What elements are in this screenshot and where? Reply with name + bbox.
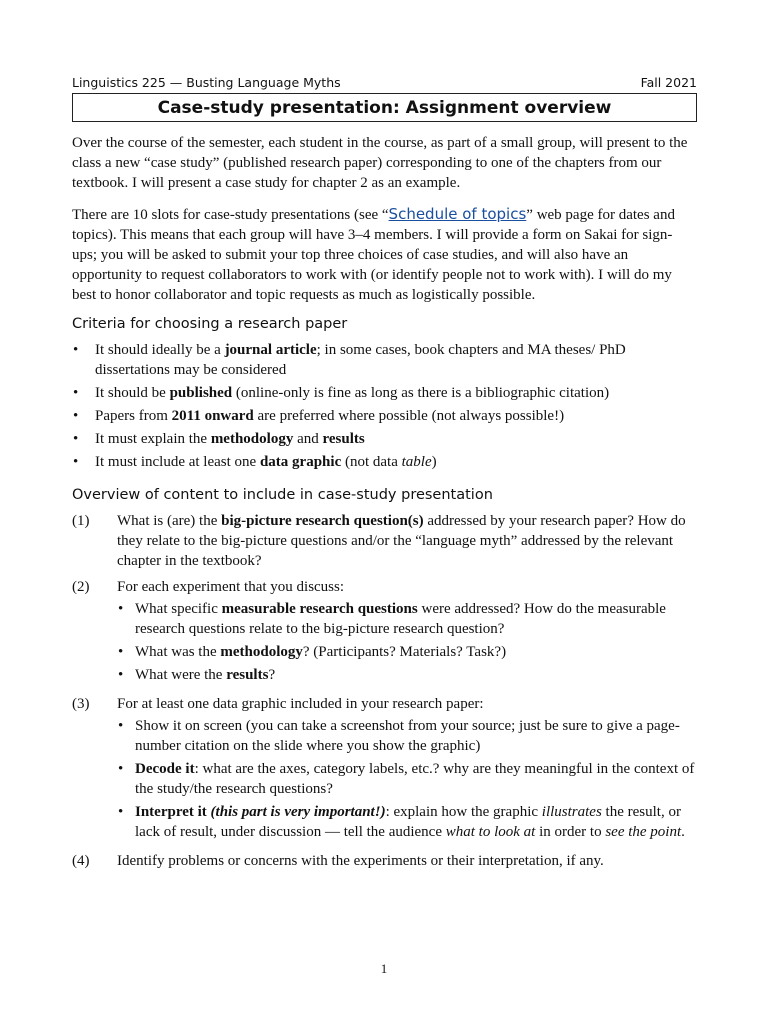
criteria-text: (online-only is fine as long as there is a bibliographic citation) — [232, 385, 610, 401]
sub-item: • Show it on screen (you can take a screenshot from your source; just be sure to give a page-number citation on the slide where you show the graphic) — [117, 716, 697, 756]
sub-text: . — [681, 824, 685, 840]
running-header — [72, 74, 697, 92]
item-text: For each experiment that you discuss: — [117, 579, 345, 595]
sub-bold: Interpret it — [135, 804, 211, 820]
criteria-bold: data graphic — [259, 454, 342, 470]
item-bold: big-picture research question(s) — [221, 513, 424, 529]
overview-heading: Overview of content to include in case-study presentation — [72, 487, 493, 503]
criteria-item — [72, 383, 697, 403]
criteria-list — [72, 340, 697, 472]
sub-text: : explain how the graphic — [385, 804, 542, 820]
sub-bold: measurable research questions — [221, 601, 418, 617]
criteria-text: Papers from — [95, 408, 172, 424]
sub-item — [117, 599, 697, 639]
criteria-text: It must include at least one — [95, 454, 260, 470]
sub-item — [117, 665, 697, 685]
item-content — [117, 694, 697, 845]
intro-paragraph-2-text-cont: ” web page for dates and topics). This means that each group will have 3–4 members. I will provide a form on Sakai for sign-ups; you will be asked to submit your top three choices of case studies, and will also have an opportunity to request collaborators to work with (or identify people not to work with). I will do my best to honor collaborator and topic requests as much as logistically possible. — [72, 207, 675, 303]
sub-text: What specific — [135, 601, 222, 617]
criteria-item — [72, 429, 697, 449]
sub-text: ? (Participants? Materials? Task?) — [302, 644, 507, 660]
sub-list — [117, 599, 697, 685]
intro-paragraph-2-text: There are 10 slots for case-study presentations (see “ — [72, 207, 389, 223]
title-box — [72, 93, 697, 122]
item-text: addressed by your research paper? How do they relate to the big-picture questions and/or the “language myth” addressed by the relevant chapter in the textbook? — [117, 513, 686, 569]
sub-text: in order to — [535, 824, 606, 840]
criteria-heading: Criteria for choosing a research paper — [72, 316, 348, 332]
item-text: For at least one data graphic included in your research paper: — [117, 696, 484, 712]
item-number: (2) — [72, 579, 90, 595]
page-number: 1 — [380, 961, 388, 976]
sub-text: What were the — [135, 667, 227, 683]
criteria-text: (not data — [341, 454, 402, 470]
sub-text: ? — [268, 667, 276, 683]
intro-paragraph-1: Over the course of the semester, each student in the course, as part of a small group, will present to the class a new “case study” (published research paper) corresponding to one of the chapters from our textbook. I will present a case study for chapter 2 as an example. — [72, 135, 688, 191]
criteria-text: ) — [431, 454, 437, 470]
criteria-text: ; in some cases, book chapters and MA theses/ PhD dissertations may be considered — [95, 342, 626, 378]
sub-text: the result, or lack of result, under discussion — tell the audience — [135, 804, 681, 840]
sub-text: What was the — [135, 644, 221, 660]
criteria-bold: methodology — [210, 431, 294, 447]
sub-list — [117, 716, 697, 842]
overview-item-3 — [72, 694, 697, 845]
overview-item-4 — [72, 851, 697, 871]
criteria-bold: results — [322, 431, 365, 447]
item-number: (3) — [72, 696, 90, 712]
sub-item — [117, 642, 697, 662]
sub-bold-italic: (this part is very important!) — [210, 804, 386, 820]
sub-italic: illustrates — [541, 804, 602, 820]
sub-text: were addressed? How do the measurable research questions relate to the big-picture research question? — [135, 601, 666, 637]
term: Fall 2021 — [640, 75, 697, 90]
criteria-item — [72, 452, 697, 472]
criteria-text: and — [293, 431, 323, 447]
overview-item-2 — [72, 577, 697, 688]
criteria-italic: table — [401, 454, 432, 470]
criteria-text: It should be — [95, 385, 170, 401]
sub-italic: what to look at — [445, 824, 536, 840]
sub-item — [117, 759, 697, 799]
document-page — [72, 74, 697, 871]
criteria-bold: published — [169, 385, 233, 401]
sub-bold: Decode it — [135, 761, 195, 777]
criteria-item — [72, 406, 697, 426]
criteria-text: It must explain the — [95, 431, 211, 447]
item-text: Identify problems or concerns with the experiments or their interpretation, if any. — [117, 853, 604, 869]
sub-italic: see the point — [605, 824, 682, 840]
item-number: (1) — [72, 513, 90, 529]
criteria-text: are preferred where possible (not always possible!) — [253, 408, 565, 424]
criteria-text: It should ideally be a — [95, 342, 225, 358]
sub-bold: results — [226, 667, 269, 683]
sub-text: : what are the axes, category labels, etc.? why are they meaningful in the context of the study/the research questions? — [135, 761, 695, 797]
item-number: (4) — [72, 853, 90, 869]
criteria-bold: 2011 onward — [171, 408, 254, 424]
criteria-item — [72, 340, 697, 380]
document-body — [72, 133, 697, 871]
item-text: What is (are) the — [117, 513, 222, 529]
criteria-bold: journal article — [224, 342, 317, 358]
course-name: Linguistics 225 — Busting Language Myths — [72, 75, 341, 90]
item-content — [117, 511, 697, 571]
page-title: Case-study presentation: Assignment overview — [157, 97, 612, 118]
item-content — [117, 577, 697, 688]
schedule-of-topics-link[interactable]: Schedule of topics — [388, 205, 527, 223]
intro-paragraph-2 — [72, 204, 697, 305]
sub-bold: methodology — [220, 644, 303, 660]
overview-item-1 — [72, 511, 697, 571]
sub-item — [117, 802, 697, 842]
